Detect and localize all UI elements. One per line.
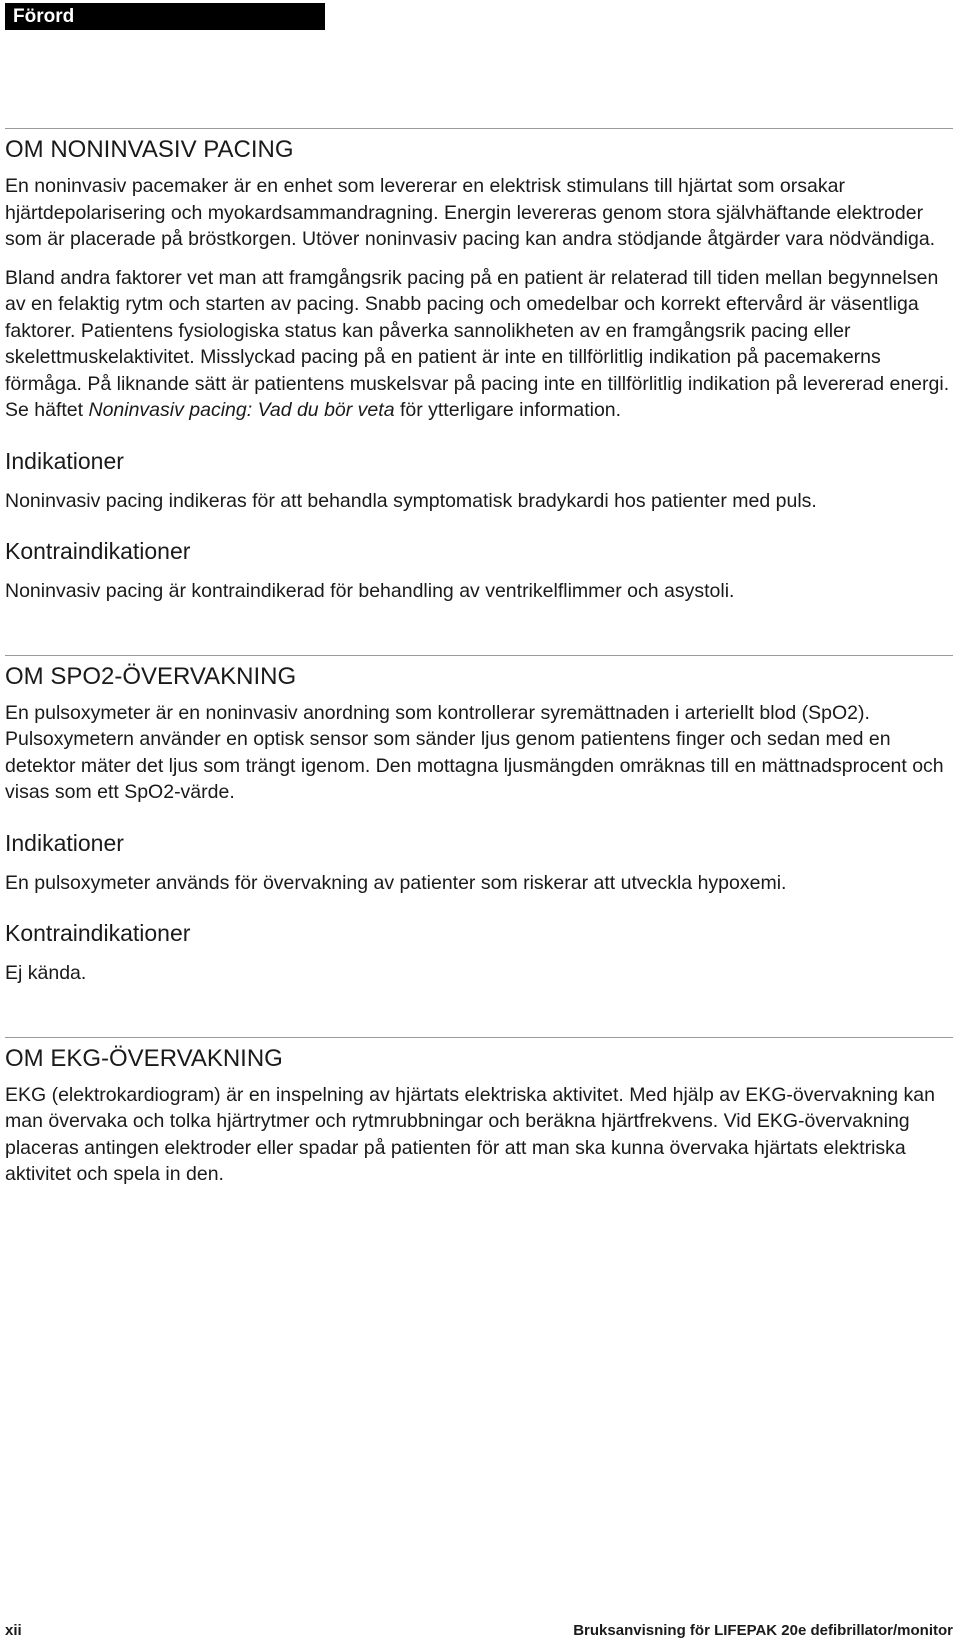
- pacing-paragraph-1: En noninvasiv pacemaker är en enhet som levererar en elektrisk stimulans till hjärtat som orsakar hjärtdepolarisering och myokardsammandragning. Energin levereras genom stora självhäftande elektroder som är placerade på bröstkorgen. Utöver noninvasiv pacing kan andra stödjande åtgärder vara nödvändiga.: [5, 175, 936, 250]
- page-number: xii: [5, 1622, 22, 1639]
- section-divider-ekg: [5, 1037, 953, 1038]
- booklet-title-reference: Noninvasiv pacing: Vad du bör veta: [88, 399, 395, 421]
- spo2-contraindications-text: Ej kända.: [5, 962, 87, 984]
- pacing-paragraph-2: [5, 265, 953, 424]
- manual-title: Bruksanvisning för LIFEPAK 20e defibrillator/monitor: [573, 1622, 953, 1639]
- chapter-header-tab: [5, 3, 325, 30]
- section-title-pacing: OM NONINVASIV PACING: [5, 136, 294, 163]
- section-title-spo2: OM SPO2-ÖVERVAKNING: [5, 662, 297, 690]
- chapter-header-label: Förord: [13, 6, 75, 27]
- spo2-contraindications-title: Kontraindikationer: [5, 920, 191, 946]
- pacing-indications-title: Indikationer: [5, 447, 124, 474]
- pacing-contraindications-title: Kontraindikationer: [5, 538, 191, 564]
- pacing-paragraph-2-main: Bland andra faktorer vet man att framgångsrik pacing på en patient är relaterad till tiden mellan begynnelsen av en felaktig rytm och starten av pacing. Snabb pacing och omedelbar och korrekt eftervård är väsentliga faktorer. Patientens fysiologiska status kan påverka sannolikheten av en framgångsrik pacing eller skelettmuskelaktivitet. Misslyckad pacing på en patient är inte en tillförlitlig indikation på pacemakerns förmåga. På liknande sätt är patientens muskelsvar på pacing inte en tillförlitlig indikation på levererad energi. Se häftet: [5, 266, 950, 421]
- page-content: [5, 128, 953, 1188]
- pacing-paragraph-2-end: för ytterligare information.: [394, 399, 622, 421]
- pacing-indications-text: Noninvasiv pacing indikeras för att behandla symptomatisk bradykardi hos patienter med puls.: [5, 489, 817, 512]
- spo2-paragraph-1: En pulsoxymeter är en noninvasiv anordning som kontrollerar syremättnaden i arteriellt blod (SpO2). Pulsoxymetern använder en optisk sensor som sänder ljus genom patientens finger och sedan med en detektor mäter det ljus som trängt igenom. Den mottagna ljusmängden omräknas till en mättnadsprocent och visas som ett SpO2-värde.: [5, 701, 944, 803]
- spo2-indications-title: Indikationer: [5, 829, 124, 856]
- ekg-paragraph-1: EKG (elektrokardiogram) är en inspelning av hjärtats elektriska aktivitet. Med hjälp av EKG-övervakning kan man övervaka och tolka hjärtrytmer och rytmrubbningar och beräkna hjärtfrekvens. Vid EKG-övervakning placeras antingen elektroder eller spadar på patienten för att man ska kunna övervaka hjärtats elektriska aktivitet och spela in den.: [5, 1083, 935, 1185]
- pacing-contraindications-text: Noninvasiv pacing är kontraindikerad för behandling av ventrikelflimmer och asystoli.: [5, 580, 735, 602]
- section-divider-spo2: [5, 655, 953, 656]
- section-title-ekg: OM EKG-ÖVERVAKNING: [5, 1044, 283, 1072]
- section-divider-pacing: [5, 128, 953, 129]
- spo2-indications-text: En pulsoxymeter används för övervakning av patienter som riskerar att utveckla hypoxemi.: [5, 871, 787, 894]
